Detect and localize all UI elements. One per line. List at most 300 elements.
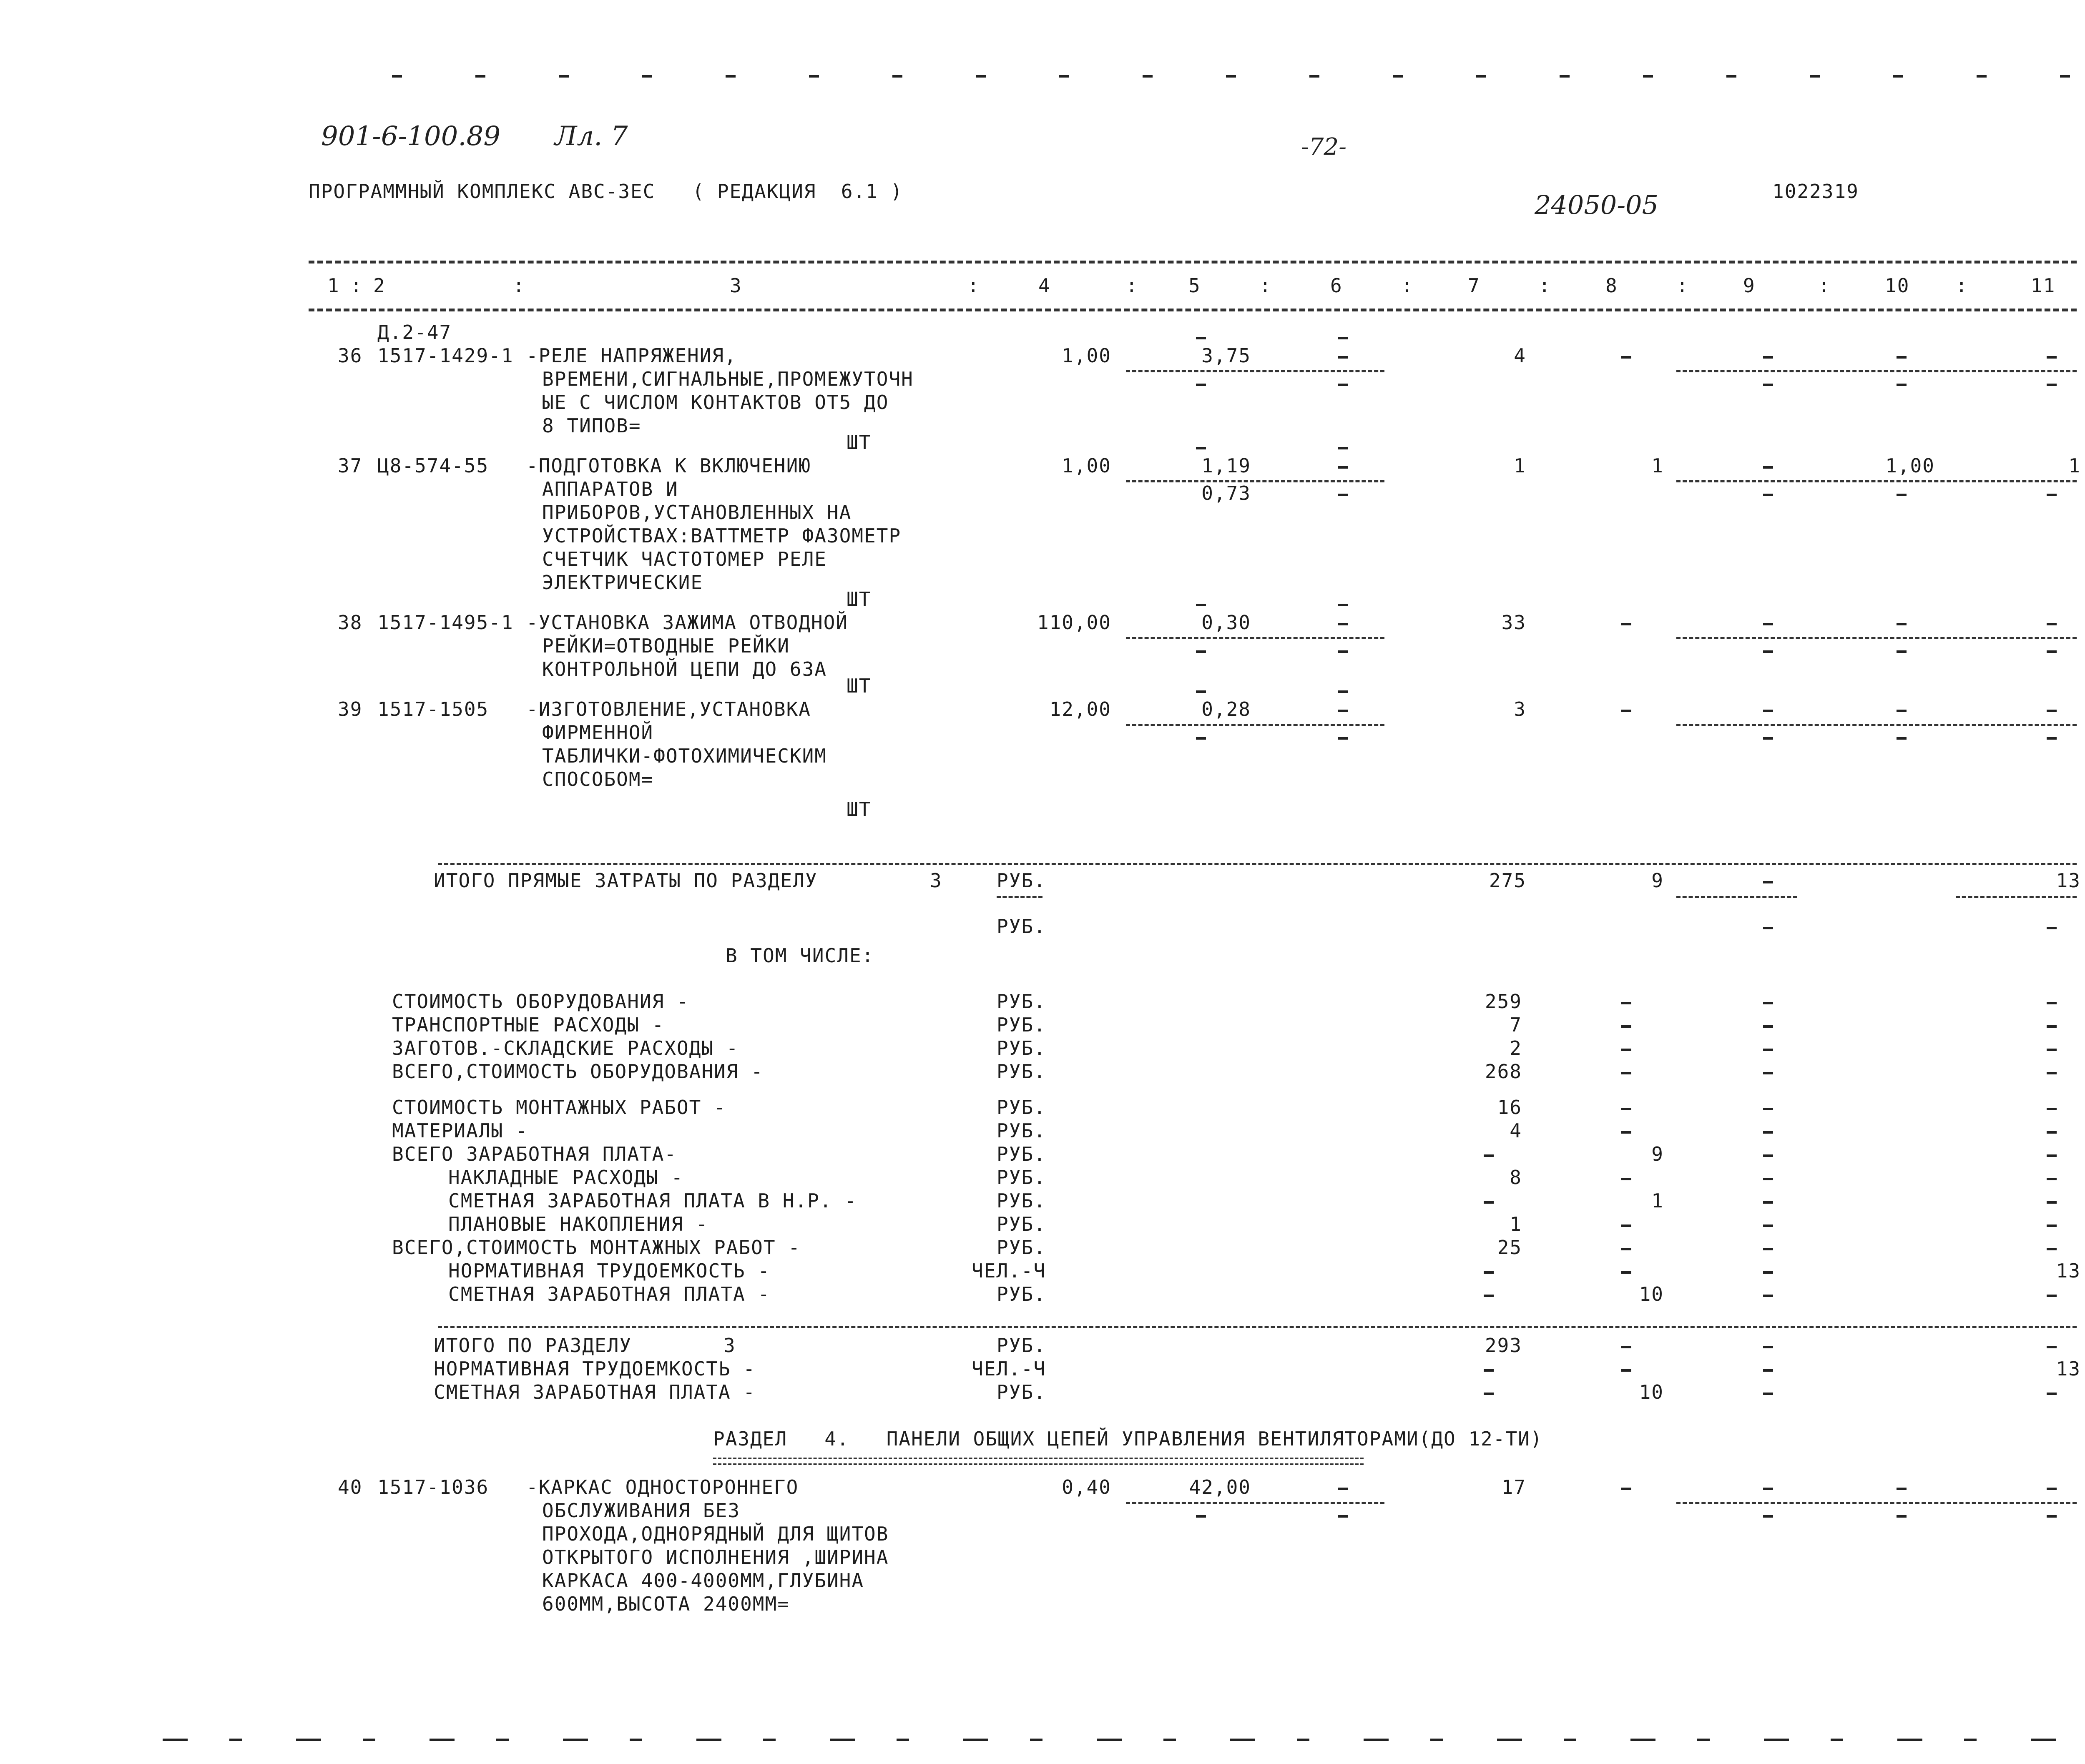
section-total-rule xyxy=(438,1326,2077,1328)
edge-dash xyxy=(1230,1739,1255,1741)
c10-dash xyxy=(1897,710,1907,712)
breakdown-label: НАКЛАДНЫЕ РАСХОДЫ - xyxy=(448,1166,684,1189)
column-separator: : xyxy=(350,274,363,297)
breakdown-unit: РУБ. xyxy=(997,1060,1046,1083)
edge-dash xyxy=(696,1739,721,1741)
column-header-6: 6 xyxy=(1330,274,1343,297)
edge-dash xyxy=(1393,75,1403,78)
c10-lower-dash xyxy=(1897,384,1907,386)
breakdown-c9-dash xyxy=(1763,1271,1773,1274)
direct-total-section: 3 xyxy=(930,869,942,892)
section-total-label: ИТОГО ПО РАЗДЕЛУ xyxy=(434,1334,632,1357)
breakdown-c11-dash xyxy=(2047,1049,2057,1051)
column-header-7: 7 xyxy=(1468,274,1480,297)
c5-c6-subrule xyxy=(1126,370,1384,372)
c9-lower-dash xyxy=(1763,384,1773,386)
page-number: -72- xyxy=(1301,133,1347,161)
breakdown-c8-dash xyxy=(1621,1178,1631,1180)
breakdown-c11-dash xyxy=(2047,1178,2057,1180)
column-header-8: 8 xyxy=(1605,274,1618,297)
column-separator: : xyxy=(1126,274,1138,297)
c6-dash xyxy=(1338,466,1348,469)
edge-dash xyxy=(163,1739,188,1741)
item-description-line: СПОСОБОМ= xyxy=(542,768,654,790)
c6-lower-dash xyxy=(1338,737,1348,740)
column-separator: : xyxy=(967,274,980,297)
breakdown-unit: РУБ. xyxy=(997,1166,1046,1189)
section-total-c8-dash xyxy=(1621,1369,1631,1372)
c10-dash xyxy=(1897,623,1907,625)
c10-lower-dash xyxy=(1897,1515,1907,1518)
c6-lower-dash xyxy=(1338,650,1348,653)
edge-dash xyxy=(809,75,819,78)
c10-dash xyxy=(1897,1488,1907,1490)
breakdown-c9-dash xyxy=(1763,1108,1773,1110)
total-cost: 1 xyxy=(1514,454,1526,477)
c9-dash xyxy=(1763,623,1773,625)
direct-total-c8: 9 xyxy=(1651,869,1664,892)
c9-lower-dash xyxy=(1763,737,1773,740)
c11-value: 1 xyxy=(2068,454,2081,477)
edge-dash xyxy=(1309,75,1319,78)
column-separator: : xyxy=(1676,274,1689,297)
section-total-c11: 13 xyxy=(2056,1358,2081,1380)
edge-dash xyxy=(892,75,902,78)
item-number: 38 xyxy=(338,611,363,634)
edge-dash xyxy=(2060,75,2070,78)
section-total-c8-dash xyxy=(1621,1346,1631,1348)
edge-dash xyxy=(475,75,485,78)
c5-lower-dash xyxy=(1196,737,1206,740)
c9-c11-subrule xyxy=(1676,637,2077,639)
header-bottom-rule xyxy=(309,309,2077,311)
c10-lower-dash xyxy=(1897,494,1907,496)
breakdown-c11-dash xyxy=(2047,1248,2057,1250)
breakdown-unit: РУБ. xyxy=(997,1283,1046,1305)
breakdown-label: ВСЕГО,СТОИМОСТЬ ОБОРУДОВАНИЯ - xyxy=(392,1060,764,1083)
c6-dash xyxy=(1338,356,1348,359)
header-top-rule xyxy=(309,261,2077,263)
total-cost: 17 xyxy=(1501,1476,1526,1498)
item-description-line: ОБСЛУЖИВАНИЯ БЕЗ xyxy=(542,1499,741,1522)
breakdown-c7: 2 xyxy=(1510,1037,1522,1059)
breakdown-c9-dash xyxy=(1763,1295,1773,1297)
c10-dash xyxy=(1897,356,1907,359)
edge-dash xyxy=(430,1739,455,1741)
column-header-4: 4 xyxy=(1038,274,1051,297)
breakdown-c7: 4 xyxy=(1510,1119,1522,1142)
c5-top-dash xyxy=(1196,337,1206,339)
breakdown-c9-dash xyxy=(1763,1025,1773,1028)
column-header-3: 3 xyxy=(730,274,742,297)
breakdown-c7-dash xyxy=(1484,1201,1494,1204)
section-total-c11-dash xyxy=(2047,1346,2057,1348)
direct-total-unit-2: РУБ. xyxy=(997,915,1046,938)
breakdown-unit: РУБ. xyxy=(997,1014,1046,1036)
breakdown-c8-dash xyxy=(1621,1271,1631,1274)
breakdown-c8-dash xyxy=(1621,1108,1631,1110)
c6-top-dash xyxy=(1338,604,1348,606)
c8-value: 1 xyxy=(1651,454,1664,477)
section-total-c8: 10 xyxy=(1639,1381,1664,1403)
column-header-10: 10 xyxy=(1885,274,1910,297)
unit-price-lower: 0,73 xyxy=(1201,482,1251,504)
c9-lower-dash xyxy=(1763,650,1773,653)
breakdown-unit: ЧЕЛ.-Ч xyxy=(972,1260,1046,1282)
unit-price: 42,00 xyxy=(1189,1476,1251,1498)
direct-total-c9-lower xyxy=(1763,927,1773,929)
breakdown-c9-dash xyxy=(1763,1072,1773,1074)
direct-total-c11-lower xyxy=(2047,927,2057,929)
breakdown-c9-dash xyxy=(1763,1154,1773,1157)
program-title: ПРОГРАММНЫЙ КОМПЛЕКС АВС-3ЕС ( РЕДАКЦИЯ 6.1 ) xyxy=(309,180,903,203)
item-description-line: ВРЕМЕНИ,СИГНАЛЬНЫЕ,ПРОМЕЖУТОЧН xyxy=(542,368,914,390)
section-total-c9-dash xyxy=(1763,1346,1773,1348)
breakdown-c11-dash xyxy=(2047,1108,2057,1110)
section-total-c9-dash xyxy=(1763,1393,1773,1395)
breakdown-c8-dash xyxy=(1621,1131,1631,1134)
edge-dash xyxy=(563,1739,588,1741)
c5-c6-subrule xyxy=(1126,724,1384,726)
item-description-line: 8 ТИПОВ= xyxy=(542,414,641,437)
item-description-line: ОТКРЫТОГО ИСПОЛНЕНИЯ ,ШИРИНА xyxy=(542,1546,889,1568)
section-total-label: НОРМАТИВНАЯ ТРУДОЕМКОСТЬ - xyxy=(434,1358,756,1380)
c5-c6-subrule xyxy=(1126,637,1384,639)
section-total-c9-dash xyxy=(1763,1369,1773,1372)
breakdown-c9-dash xyxy=(1763,1248,1773,1250)
estimate-number: 24050-05 xyxy=(1535,190,1659,220)
direct-total-c9-rule xyxy=(1676,896,1797,898)
c11-dash xyxy=(2047,356,2057,359)
breakdown-c8-dash xyxy=(1621,1025,1631,1028)
item-description-line: -ИЗГОТОВЛЕНИЕ,УСТАНОВКА xyxy=(526,698,811,720)
c8-dash xyxy=(1621,623,1631,625)
c9-lower-dash xyxy=(1763,1515,1773,1518)
column-separator: : xyxy=(513,274,525,297)
direct-total-unit: РУБ. xyxy=(997,869,1046,892)
edge-dash xyxy=(726,75,736,78)
edge-dash xyxy=(496,1739,509,1741)
column-separator: : xyxy=(1539,274,1551,297)
unit-label: ШТ xyxy=(847,675,872,697)
breakdown-label: СМЕТНАЯ ЗАРАБОТНАЯ ПЛАТА В Н.Р. - xyxy=(448,1189,857,1212)
breakdown-unit: РУБ. xyxy=(997,1236,1046,1259)
direct-total-c7: 275 xyxy=(1489,869,1526,892)
item-code: 1517-1036 xyxy=(377,1476,489,1498)
direct-total-unit-rule xyxy=(997,896,1042,898)
breakdown-c9-dash xyxy=(1763,1178,1773,1180)
item-description-line: РЕЙКИ=ОТВОДНЫЕ РЕЙКИ xyxy=(542,635,790,657)
edge-dash xyxy=(1097,1739,1122,1741)
breakdown-c7: 25 xyxy=(1497,1236,1522,1259)
breakdown-c8-dash xyxy=(1621,1225,1631,1227)
section-total-c7-dash xyxy=(1484,1369,1494,1372)
edge-dash xyxy=(830,1739,855,1741)
edge-dash xyxy=(1764,1739,1789,1741)
breakdown-c11-dash xyxy=(2047,1225,2057,1227)
item-code: Ц8-574-55 xyxy=(377,454,489,477)
unit-price: 0,28 xyxy=(1201,698,1251,720)
breakdown-c11-dash xyxy=(2047,1154,2057,1157)
c9-c11-subrule xyxy=(1676,1502,2077,1504)
direct-total-c11-rule xyxy=(1956,896,2077,898)
c5-c6-subrule xyxy=(1126,480,1384,482)
section-total-unit: ЧЕЛ.-Ч xyxy=(972,1358,1046,1380)
unit-label: ШТ xyxy=(847,798,872,821)
item-description-line: ЫЕ С ЧИСЛОМ КОНТАКТОВ ОТ5 ДО xyxy=(542,391,889,414)
edge-dash xyxy=(630,1739,642,1741)
breakdown-c8-dash xyxy=(1621,1002,1631,1004)
breakdown-c7: 16 xyxy=(1497,1096,1522,1119)
section-total-c7: 293 xyxy=(1485,1334,1522,1357)
edge-dash xyxy=(1497,1739,1522,1741)
column-header-2: 2 xyxy=(373,274,386,297)
quantity: 0,40 xyxy=(1062,1476,1111,1498)
column-header-11: 11 xyxy=(2031,274,2056,297)
breakdown-label: ВСЕГО ЗАРАБОТНАЯ ПЛАТА- xyxy=(392,1143,677,1165)
including-label: В ТОМ ЧИСЛЕ: xyxy=(726,944,874,967)
breakdown-c8-dash xyxy=(1621,1072,1631,1074)
breakdown-c7: 268 xyxy=(1485,1060,1522,1083)
c9-dash xyxy=(1763,1488,1773,1490)
edge-dash xyxy=(1977,75,1987,78)
c5-c6-subrule xyxy=(1126,1502,1384,1504)
quantity: 110,00 xyxy=(1037,611,1111,634)
breakdown-c9-dash xyxy=(1763,1002,1773,1004)
section-total-c7-dash xyxy=(1484,1393,1494,1395)
column-header-1: 1 xyxy=(327,274,340,297)
edge-dash xyxy=(1297,1739,1309,1741)
edge-dash xyxy=(1059,75,1069,78)
section-total-unit: РУБ. xyxy=(997,1334,1046,1357)
c9-c11-subrule xyxy=(1676,724,2077,726)
c8-dash xyxy=(1621,1488,1631,1490)
item-code: 1517-1429-1 xyxy=(377,344,514,367)
breakdown-c7: 7 xyxy=(1510,1014,1522,1036)
edge-dash xyxy=(1226,75,1236,78)
item-description-line: 600ММ,ВЫСОТА 2400ММ= xyxy=(542,1593,790,1615)
breakdown-c11-dash xyxy=(2047,1025,2057,1028)
item-number: 37 xyxy=(338,454,363,477)
c6-lower-dash xyxy=(1338,494,1348,496)
edge-dash xyxy=(1564,1739,1576,1741)
breakdown-c9-dash xyxy=(1763,1131,1773,1134)
c9-dash xyxy=(1763,466,1773,469)
breakdown-label: ТРАНСПОРТНЫЕ РАСХОДЫ - xyxy=(392,1014,665,1036)
item-description-line: ПРИБОРОВ,УСТАНОВЛЕННЫХ НА xyxy=(542,501,852,524)
column-separator: : xyxy=(1818,274,1831,297)
c11-lower-dash xyxy=(2047,384,2057,386)
unit-label: ШТ xyxy=(847,588,872,610)
breakdown-unit: РУБ. xyxy=(997,1037,1046,1059)
edge-dash xyxy=(229,1739,242,1741)
breakdown-label: ПЛАНОВЫЕ НАКОПЛЕНИЯ - xyxy=(448,1213,708,1235)
breakdown-unit: РУБ. xyxy=(997,1213,1046,1235)
edge-dash xyxy=(1726,75,1736,78)
unit-price: 3,75 xyxy=(1201,344,1251,367)
unit-price: 0,30 xyxy=(1201,611,1251,634)
c6-top-dash xyxy=(1338,690,1348,693)
quantity: 1,00 xyxy=(1062,454,1111,477)
breakdown-label: НОРМАТИВНАЯ ТРУДОЕМКОСТЬ - xyxy=(448,1260,771,1282)
sheet-number: Лл. 7 xyxy=(555,121,628,152)
breakdown-label: СТОИМОСТЬ МОНТАЖНЫХ РАБОТ - xyxy=(392,1096,726,1119)
item-description-line: ПРОХОДА,ОДНОРЯДНЫЙ ДЛЯ ЩИТОВ xyxy=(542,1523,889,1545)
edge-dash xyxy=(1030,1739,1042,1741)
item-description-line: СЧЕТЧИК ЧАСТОТОМЕР РЕЛЕ xyxy=(542,548,827,570)
item-description-line: ЭЛЕКТРИЧЕСКИЕ xyxy=(542,571,703,594)
breakdown-c11-dash xyxy=(2047,1295,2057,1297)
c9-c11-subrule xyxy=(1676,370,2077,372)
quantity: 12,00 xyxy=(1049,698,1111,720)
item-description-line: ТАБЛИЧКИ-ФОТОХИМИЧЕСКИМ xyxy=(542,745,827,767)
breakdown-label: МАТЕРИАЛЫ - xyxy=(392,1119,528,1142)
c6-top-dash xyxy=(1338,337,1348,339)
breakdown-c7: 259 xyxy=(1485,990,1522,1013)
document-code: 1022319 xyxy=(1772,180,1859,203)
item-description-line: КАРКАСА 400-4000ММ,ГЛУБИНА xyxy=(542,1569,864,1592)
breakdown-c7: 1 xyxy=(1510,1213,1522,1235)
column-separator: : xyxy=(1259,274,1272,297)
totals-rule xyxy=(438,863,2077,865)
c6-dash xyxy=(1338,710,1348,712)
item-number: 36 xyxy=(338,344,363,367)
c11-dash xyxy=(2047,623,2057,625)
c6-lower-dash xyxy=(1338,384,1348,386)
edge-dash xyxy=(963,1739,988,1741)
section-total-unit: РУБ. xyxy=(997,1381,1046,1403)
column-header-5: 5 xyxy=(1188,274,1201,297)
edge-dash xyxy=(1143,75,1153,78)
breakdown-label: СМЕТНАЯ ЗАРАБОТНАЯ ПЛАТА - xyxy=(448,1283,771,1305)
c9-c11-subrule xyxy=(1676,480,2077,482)
edge-dash xyxy=(1810,75,1820,78)
c10-value: 1,00 xyxy=(1885,454,1935,477)
edge-dash xyxy=(1831,1739,1843,1741)
breakdown-unit: РУБ. xyxy=(997,1096,1046,1119)
quantity: 1,00 xyxy=(1062,344,1111,367)
c6-dash xyxy=(1338,1488,1348,1490)
item-description-line: УСТРОЙСТВАХ:ВАТТМЕТР ФАЗОМЕТР xyxy=(542,524,902,547)
unit-price: 1,19 xyxy=(1201,454,1251,477)
c11-lower-dash xyxy=(2047,650,2057,653)
item-description-line: -УСТАНОВКА ЗАЖИМА ОТВОДНОЙ xyxy=(526,611,849,634)
direct-total-c9-dash xyxy=(1763,881,1773,883)
item-description-line: -ПОДГОТОВКА К ВКЛЮЧЕНИЮ xyxy=(526,454,811,477)
edge-dash xyxy=(1364,1739,1389,1741)
breakdown-c8: 1 xyxy=(1651,1189,1664,1212)
item-description-line: -РЕЛЕ НАПРЯЖЕНИЯ, xyxy=(526,344,737,367)
breakdown-label: ЗАГОТОВ.-СКЛАДСКИЕ РАСХОДЫ - xyxy=(392,1037,739,1059)
breakdown-c9-dash xyxy=(1763,1201,1773,1204)
c10-lower-dash xyxy=(1897,650,1907,653)
edge-dash xyxy=(1476,75,1486,78)
breakdown-unit: РУБ. xyxy=(997,990,1046,1013)
breakdown-c7-dash xyxy=(1484,1154,1494,1157)
doc-reference: 901-6-100.89 xyxy=(321,121,501,152)
item-number: 39 xyxy=(338,698,363,720)
item-prefix: Д.2-47 xyxy=(377,321,452,344)
c11-lower-dash xyxy=(2047,737,2057,740)
item-code: 1517-1505 xyxy=(377,698,489,720)
item-description-line: АППАРАТОВ И xyxy=(542,478,678,500)
edge-dash xyxy=(1964,1739,1977,1741)
c8-dash xyxy=(1621,356,1631,359)
c5-lower-dash xyxy=(1196,1515,1206,1518)
edge-dash xyxy=(1643,75,1653,78)
c6-dash xyxy=(1338,623,1348,625)
c5-top-dash xyxy=(1196,690,1206,693)
breakdown-c8: 9 xyxy=(1651,1143,1664,1165)
breakdown-c8: 10 xyxy=(1639,1283,1664,1305)
item-description-line: -КАРКАС ОДНОСТОРОННЕГО xyxy=(526,1476,799,1498)
edge-dash xyxy=(1560,75,1570,78)
total-cost: 4 xyxy=(1514,344,1526,367)
breakdown-c11-dash xyxy=(2047,1002,2057,1004)
c8-dash xyxy=(1621,710,1631,712)
edge-dash xyxy=(976,75,986,78)
breakdown-c9-dash xyxy=(1763,1049,1773,1051)
edge-dash xyxy=(1163,1739,1176,1741)
c9-dash xyxy=(1763,356,1773,359)
c5-top-dash xyxy=(1196,447,1206,449)
edge-dash xyxy=(1897,1739,1922,1741)
edge-dash xyxy=(1630,1739,1655,1741)
edge-dash xyxy=(1893,75,1903,78)
c11-lower-dash xyxy=(2047,494,2057,496)
item-number: 40 xyxy=(338,1476,363,1498)
breakdown-c11-dash xyxy=(2047,1201,2057,1204)
breakdown-unit: РУБ. xyxy=(997,1119,1046,1142)
c11-lower-dash xyxy=(2047,1515,2057,1518)
c5-lower-dash xyxy=(1196,650,1206,653)
section-total-label: СМЕТНАЯ ЗАРАБОТНАЯ ПЛАТА - xyxy=(434,1381,756,1403)
c11-dash xyxy=(2047,710,2057,712)
column-separator: : xyxy=(1401,274,1414,297)
c9-dash xyxy=(1763,710,1773,712)
breakdown-unit: РУБ. xyxy=(997,1189,1046,1212)
edge-dash xyxy=(296,1739,321,1741)
breakdown-c11-dash xyxy=(2047,1131,2057,1134)
c5-lower-dash xyxy=(1196,384,1206,386)
unit-label: ШТ xyxy=(847,431,872,454)
edge-dash xyxy=(897,1739,909,1741)
section-total-number: 3 xyxy=(723,1334,736,1357)
c9-lower-dash xyxy=(1763,494,1773,496)
section-4-title: РАЗДЕЛ 4. ПАНЕЛИ ОБЩИХ ЦЕПЕЙ УПРАВЛЕНИЯ ВЕНТИЛЯТОРАМИ(ДО 12-ТИ) xyxy=(713,1428,1543,1450)
breakdown-c9-dash xyxy=(1763,1225,1773,1227)
total-cost: 3 xyxy=(1514,698,1526,720)
edge-dash xyxy=(642,75,652,78)
item-description-line: ФИРМЕННОЙ xyxy=(542,721,654,744)
breakdown-c11: 13 xyxy=(2056,1260,2081,1282)
edge-dash xyxy=(763,1739,776,1741)
direct-total-label: ИТОГО ПРЯМЫЕ ЗАТРАТЫ ПО РАЗДЕЛУ xyxy=(434,869,818,892)
c6-top-dash xyxy=(1338,447,1348,449)
section-4-underline xyxy=(713,1458,1364,1465)
item-description-line: КОНТРОЛЬНОЙ ЦЕПИ ДО 63А xyxy=(542,658,827,680)
direct-total-c11: 13 xyxy=(2056,869,2081,892)
edge-dash xyxy=(363,1739,375,1741)
edge-dash xyxy=(1697,1739,1710,1741)
item-code: 1517-1495-1 xyxy=(377,611,514,634)
breakdown-label: СТОИМОСТЬ ОБОРУДОВАНИЯ - xyxy=(392,990,689,1013)
c11-dash xyxy=(2047,1488,2057,1490)
breakdown-c11-dash xyxy=(2047,1072,2057,1074)
breakdown-c7-dash xyxy=(1484,1271,1494,1274)
edge-dash xyxy=(1430,1739,1443,1741)
breakdown-label: ВСЕГО,СТОИМОСТЬ МОНТАЖНЫХ РАБОТ - xyxy=(392,1236,801,1259)
